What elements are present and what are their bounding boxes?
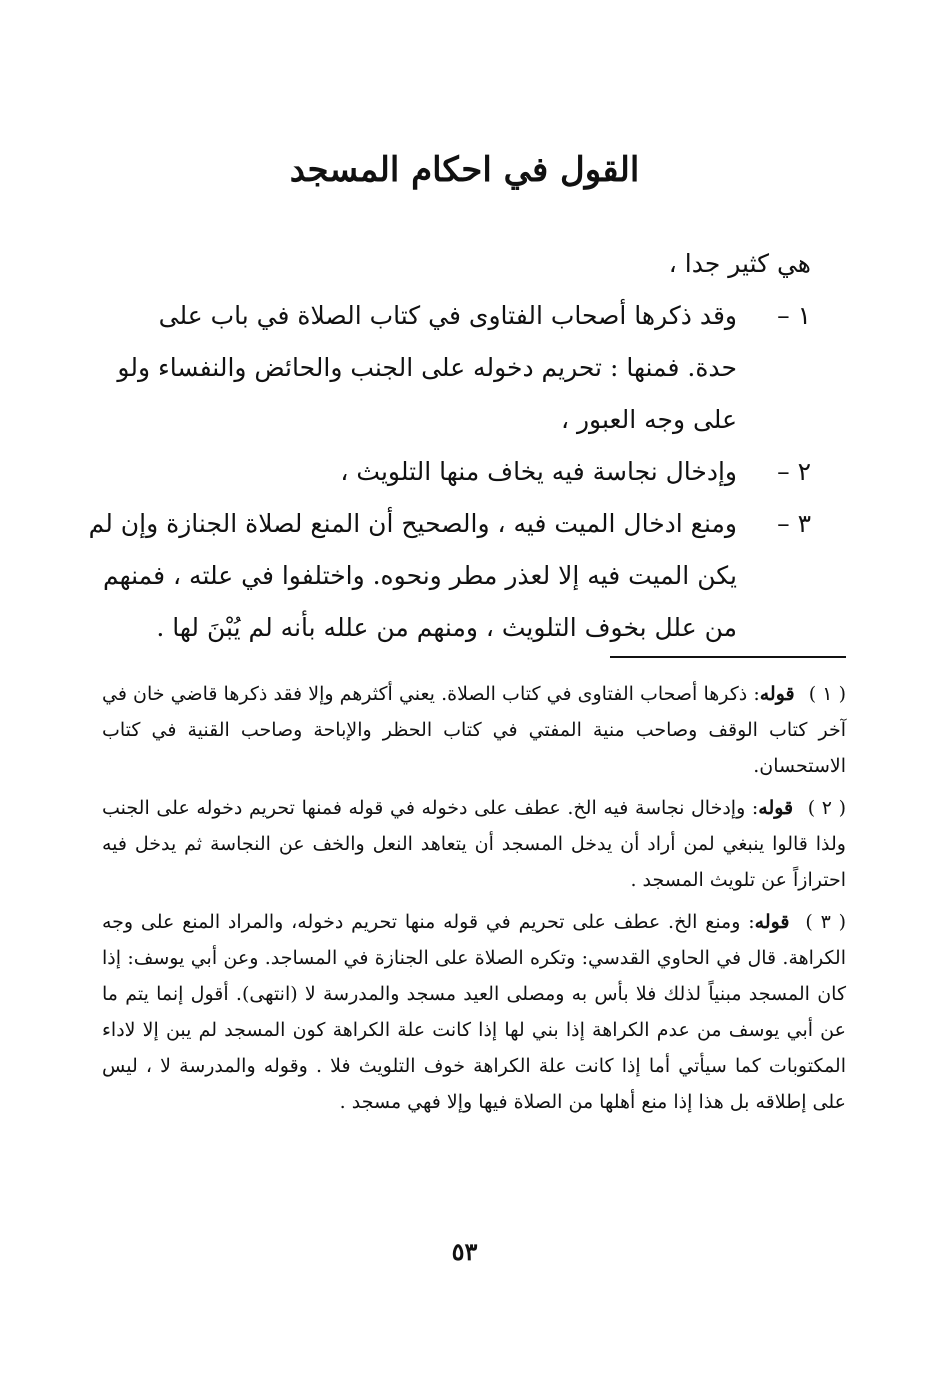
footnote-text: : ذكرها أصحاب الفتاوى في كتاب الصلاة. يعني أكثرهم وإلا فقد ذكرها قاضي خان في آخر كتاب الوقف وصاحب منية المفتي في كتاب الحظر والإباحة وصاحب القنية في كتاب الاستحسان. <box>102 683 846 777</box>
item-line: على وجه العبور ، <box>560 405 737 434</box>
footnote-keyword: قوله <box>758 797 794 819</box>
intro-line: هي كثير جدا ، <box>668 249 811 278</box>
item-body <box>101 446 737 498</box>
footnote-text: : ومنع الخ. عطف على تحريم في قوله منها تحريم دخوله، والمراد المنع على وجه الكراهة. قال في الحاوي القدسي: وتكره الصلاة على الجنازة في المساجد. وعن أبي يوسف: إذا كان المسجد مبنياً لذلك فلا بأس به ومصلى العيد مسجد والمدرسة لا (انتهى). أقول إنما يتم ما عن أبي يوسف من عدم الكراهة إذا بني لها إذا كانت علة الكراهة كون المسجد لم يبن إلا لاداء المكتوبات كما سيأتي أما إذا كانت علة الكراهة خوف التلويث فلا . وقوله والمدرسة لا ، ليس على إطلاقه بل هذا إذا منع أهلها من الصلاة فيها وإلا فهي مسجد . <box>102 911 846 1113</box>
footnote-number: ( ٣ ) <box>805 911 847 933</box>
footnote-text: : وإدخال نجاسة فيه الخ. عطف على دخوله في قوله فمنها تحريم دخوله على الجنب ولذا قالوا ينبغي لمن أراد أن يدخل المسجد أن يتعاهد النعل والخف عن النجاسة ثم يدخل فيه احترازاً عن تلويث المسجد . <box>102 797 846 891</box>
footnote-keyword: قوله <box>759 683 795 705</box>
footnote-keyword: قوله <box>754 911 790 933</box>
item-line: ومنع ادخال الميت فيه ، والصحيح أن المنع لصلاة الجنازة وإن لم <box>88 509 737 538</box>
item-number: ١ – <box>777 301 811 330</box>
item-line: وقد ذكرها أصحاب الفتاوى في كتاب الصلاة في باب على <box>158 301 737 330</box>
footnote-number: ( ٢ ) <box>807 797 846 819</box>
footnote-2 <box>102 790 846 898</box>
item-line: حدة. فمنها : تحريم دخوله على الجنب والحائض والنفساء ولو <box>117 353 737 382</box>
footnote-1 <box>102 676 846 784</box>
main-text <box>88 238 811 654</box>
footnote-separator <box>610 656 846 658</box>
item-number: ٢ – <box>777 457 811 486</box>
item-line: من علل بخوف التلويث ، ومنهم من علله بأنه لم يُبْنَ لها . <box>156 613 737 642</box>
footnote-number: ( ١ ) <box>808 683 847 705</box>
item-body <box>88 498 737 654</box>
list-item-1 <box>101 290 811 446</box>
list-item-2 <box>101 446 811 498</box>
item-body <box>101 290 737 446</box>
item-line: وإدخال نجاسة فيه يخاف منها التلويث ، <box>340 457 737 486</box>
list-item-3 <box>88 498 811 654</box>
item-line: يكن الميت فيه إلا لعذر مطر ونحوه. واختلفوا في علته ، فمنهم <box>102 561 737 590</box>
page-number: ٥٣ <box>451 1237 478 1266</box>
footnote-3 <box>102 904 846 1120</box>
page-title: القول في احكام المسجد <box>289 150 640 190</box>
item-number: ٣ – <box>777 509 811 538</box>
footnotes <box>102 676 846 1126</box>
